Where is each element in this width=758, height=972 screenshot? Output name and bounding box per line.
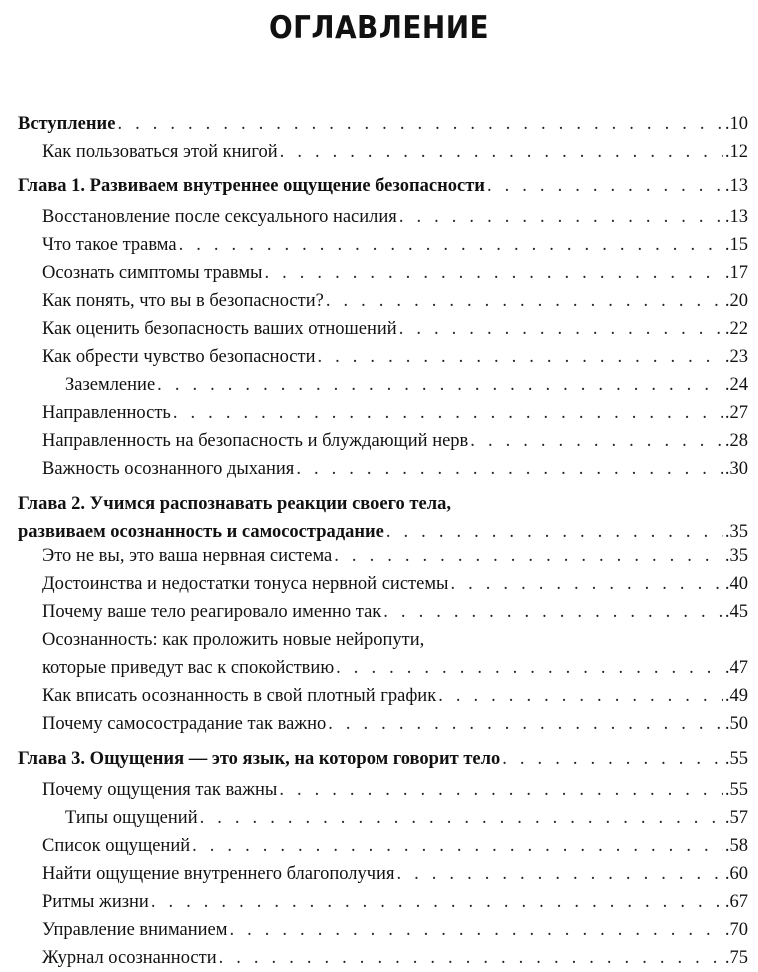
toc-entry-label: Почему ощущения так важны bbox=[42, 780, 278, 800]
dot-leader bbox=[336, 654, 723, 682]
toc-page-number: .27 bbox=[724, 403, 748, 423]
dot-leader bbox=[396, 860, 722, 888]
toc-entry[interactable] bbox=[18, 427, 748, 455]
toc-entry[interactable] bbox=[18, 860, 748, 888]
toc-page-number: .13 bbox=[724, 176, 748, 196]
toc-entry[interactable] bbox=[18, 542, 748, 570]
dot-leader bbox=[399, 203, 723, 231]
dot-leader bbox=[450, 570, 722, 598]
toc-page-number: .20 bbox=[724, 291, 748, 311]
toc-entry[interactable] bbox=[18, 710, 748, 738]
toc-page-number: .49 bbox=[724, 686, 748, 706]
toc-entry-label: Это не вы, это ваша нервная система bbox=[42, 546, 333, 566]
toc-page-number: .45 bbox=[724, 602, 748, 622]
toc-page-number: .47 bbox=[724, 658, 748, 678]
toc-page-number: .70 bbox=[724, 920, 748, 940]
toc-page-number: .40 bbox=[724, 574, 748, 594]
toc-page-number: .75 bbox=[724, 948, 748, 968]
toc-entry-label: Ритмы жизни bbox=[42, 892, 149, 912]
toc-page-number: .30 bbox=[724, 459, 748, 479]
toc-entry-label: Журнал осознанности bbox=[42, 948, 217, 968]
toc-entry-label: Глава 1. Развиваем внутреннее ощущение безопасности bbox=[18, 176, 485, 196]
toc-chapter-1[interactable] bbox=[18, 172, 748, 200]
toc-entry-label: Как понять, что вы в безопасности? bbox=[42, 291, 324, 311]
toc-entry-label: Найти ощущение внутреннего благополучия bbox=[42, 864, 395, 884]
toc-entry-label-line1: Глава 2. Учимся распознавать реакции своего тела, bbox=[18, 494, 451, 514]
toc-entry-label: Что такое травма bbox=[42, 235, 177, 255]
toc-entry[interactable] bbox=[18, 832, 748, 860]
toc-entry[interactable] bbox=[18, 138, 748, 166]
toc-entry-label: Как вписать осознанность в свой плотный график bbox=[42, 686, 437, 706]
toc-page-number: .24 bbox=[724, 375, 748, 395]
dot-leader bbox=[219, 944, 723, 972]
toc-page-number: .35 bbox=[724, 546, 748, 566]
page-title: ОГЛАВЛЕНИЕ bbox=[268, 10, 490, 46]
toc-entry-label: Осознать симптомы травмы bbox=[42, 263, 263, 283]
dot-leader bbox=[296, 455, 723, 483]
toc-entry-label: Заземление bbox=[65, 375, 156, 395]
toc-entry[interactable] bbox=[18, 916, 748, 944]
toc-chapter-3[interactable] bbox=[18, 745, 748, 773]
dot-leader bbox=[173, 399, 723, 427]
dot-leader bbox=[326, 287, 723, 315]
dot-leader bbox=[328, 710, 723, 738]
toc-entry[interactable] bbox=[18, 259, 748, 287]
toc-entry[interactable] bbox=[18, 570, 748, 598]
dot-leader bbox=[157, 371, 723, 399]
dot-leader bbox=[229, 916, 722, 944]
dot-leader bbox=[399, 315, 723, 343]
toc-page-number: .23 bbox=[724, 347, 748, 367]
toc-page-number: .17 bbox=[724, 263, 748, 283]
dot-leader bbox=[280, 138, 723, 166]
toc-entry[interactable] bbox=[18, 455, 748, 483]
toc-subentry[interactable] bbox=[18, 804, 748, 832]
dot-leader bbox=[264, 259, 722, 287]
toc-entry[interactable] bbox=[18, 231, 748, 259]
toc-page-number: .58 bbox=[724, 836, 748, 856]
toc-entry-label: развиваем осознанность и самосострадание bbox=[18, 522, 384, 542]
dot-leader bbox=[192, 832, 723, 860]
toc-page-number: .50 bbox=[724, 714, 748, 734]
toc-page-number: .55 bbox=[724, 749, 748, 769]
dot-leader bbox=[279, 776, 723, 804]
toc-entry-label: Как пользоваться этой книгой bbox=[42, 142, 278, 162]
toc-page-number: .10 bbox=[724, 114, 748, 134]
dot-leader bbox=[487, 172, 723, 200]
toc-entry[interactable] bbox=[18, 287, 748, 315]
toc-entry-label-line1: Осознанность: как проложить новые нейропути, bbox=[42, 630, 425, 650]
dot-leader bbox=[383, 598, 723, 626]
toc-page-number: .12 bbox=[724, 142, 748, 162]
toc-page-number: .35 bbox=[724, 522, 748, 542]
toc-entry[interactable] bbox=[18, 626, 748, 682]
dot-leader bbox=[151, 888, 723, 916]
toc-entry[interactable] bbox=[18, 203, 748, 231]
toc-page-number: .22 bbox=[724, 319, 748, 339]
toc-subentry[interactable] bbox=[18, 371, 748, 399]
toc-entry-label: Направленность на безопасность и блуждающий нерв bbox=[42, 431, 469, 451]
toc-entry[interactable] bbox=[18, 343, 748, 371]
toc-entry-label: Достоинства и недостатки тонуса нервной системы bbox=[42, 574, 449, 594]
toc-entry-label: которые приведут вас к спокойствию bbox=[42, 658, 335, 678]
toc-page-number: .28 bbox=[724, 431, 748, 451]
toc-entry-label: Восстановление после сексуального насилия bbox=[42, 207, 397, 227]
toc-entry-label: Глава 3. Ощущения — это язык, на котором говорит тело bbox=[18, 749, 501, 769]
toc-entry[interactable] bbox=[18, 888, 748, 916]
toc-entry[interactable] bbox=[18, 776, 748, 804]
toc-entry[interactable] bbox=[18, 598, 748, 626]
dot-leader bbox=[438, 682, 723, 710]
dot-leader bbox=[317, 343, 722, 371]
dot-leader bbox=[200, 804, 723, 832]
toc-entry[interactable] bbox=[18, 315, 748, 343]
toc-entry[interactable] bbox=[18, 399, 748, 427]
dot-leader bbox=[334, 542, 723, 570]
toc-entry-label: Вступление bbox=[18, 114, 116, 134]
toc-page-number: .15 bbox=[724, 235, 748, 255]
dot-leader bbox=[117, 110, 722, 138]
toc-entry-intro[interactable] bbox=[18, 110, 748, 138]
toc-entry-label: Почему ваше тело реагировало именно так bbox=[42, 602, 382, 622]
toc-entry-label: Как оценить безопасность ваших отношений bbox=[42, 319, 397, 339]
dot-leader bbox=[179, 231, 723, 259]
toc-page-number: .60 bbox=[724, 864, 748, 884]
toc-chapter-2[interactable] bbox=[18, 490, 748, 546]
toc-page-number: .57 bbox=[724, 808, 748, 828]
toc-entry-label: Важность осознанного дыхания bbox=[42, 459, 295, 479]
dot-leader bbox=[470, 427, 723, 455]
toc-page-number: .67 bbox=[724, 892, 748, 912]
toc-entry-label: Как обрести чувство безопасности bbox=[42, 347, 316, 367]
toc-page-number: .55 bbox=[724, 780, 748, 800]
toc-entry-label: Типы ощущений bbox=[65, 808, 198, 828]
toc-entry[interactable] bbox=[18, 944, 748, 972]
dot-leader bbox=[502, 745, 723, 773]
toc-entry-label: Список ощущений bbox=[42, 836, 191, 856]
toc-entry[interactable] bbox=[18, 682, 748, 710]
toc-page-number: .13 bbox=[724, 207, 748, 227]
toc-entry-label: Управление вниманием bbox=[42, 920, 228, 940]
toc-entry-label: Направленность bbox=[42, 403, 171, 423]
toc-entry-label: Почему самосострадание так важно bbox=[42, 714, 327, 734]
